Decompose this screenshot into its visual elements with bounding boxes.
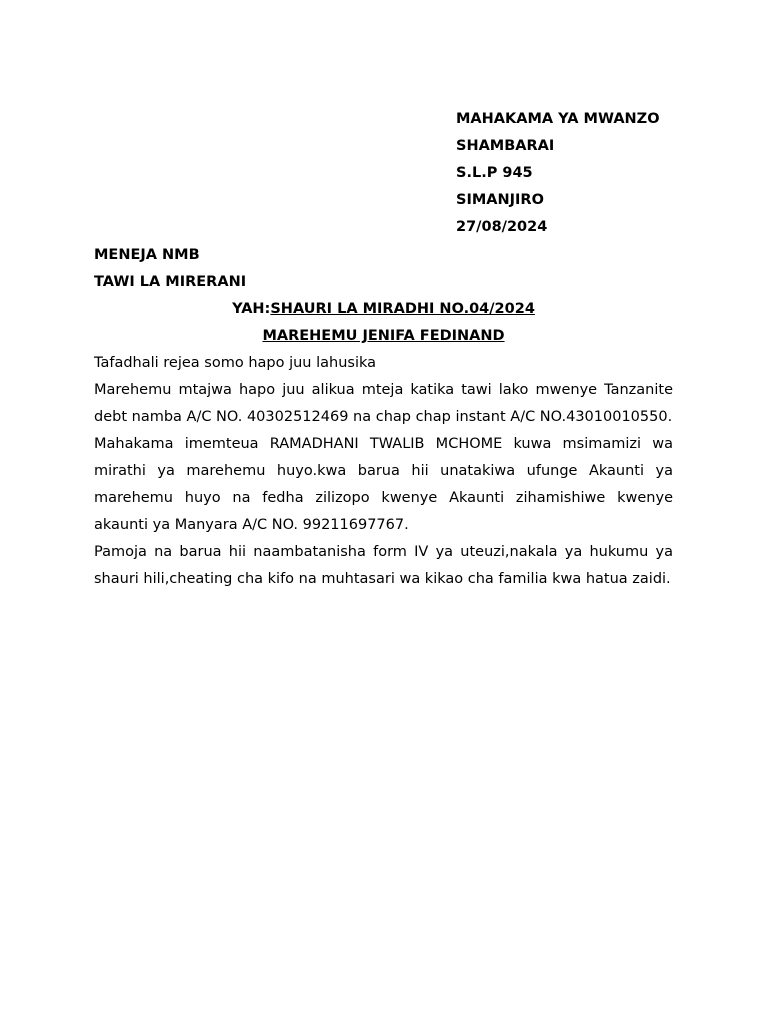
letter-body <box>94 350 673 593</box>
subject-line <box>94 296 673 323</box>
subject-deceased <box>94 323 673 350</box>
subject-prefix: YAH: <box>232 301 271 317</box>
recipient-branch: TAWI LA MIRERANI <box>94 274 247 290</box>
sender-location: SHAMBARAI <box>456 138 555 154</box>
body-paragraph-3: Mahakama imemteua RAMADHANI TWALIB MCHOME kuwa msimamizi wa mirathi ya marehemu huyo.kwa barua hii unatakiwa ufunge Akaunti ya marehemu huyo na fedha zilizopo kwenye Akaunti zihamishiwe kwenye akaunti ya Manyara A/C NO. 99211697767. <box>94 436 673 533</box>
sender-court-name: MAHAKAMA YA MWANZO <box>456 111 660 127</box>
body-paragraph-2: Marehemu mtajwa hapo juu alikua mteja katika tawi lako mwenye Tanzanite debt namba A/C NO. 40302512469 na chap chap instant A/C NO.43010010550. <box>94 382 673 425</box>
recipient-address <box>94 242 494 296</box>
subject-title: SHAURI LA MIRADHI NO.04/2024 <box>270 301 535 317</box>
sender-district: SIMANJIRO <box>456 192 544 208</box>
body-paragraph-4: Pamoja na barua hii naambatanisha form IV ya uteuzi,nakala ya hukumu ya shauri hili,cheating cha kifo na muhtasari wa kikao cha familia kwa hatua zaidi. <box>94 544 673 587</box>
deceased-name: MAREHEMU JENIFA FEDINAND <box>262 328 505 344</box>
subject-block <box>94 296 673 350</box>
sender-address <box>456 106 746 241</box>
body-paragraph-1: Tafadhali rejea somo hapo juu lahusika <box>94 355 376 371</box>
sender-po-box: S.L.P 945 <box>456 165 533 181</box>
letter-date: 27/08/2024 <box>456 219 548 235</box>
recipient-title: MENEJA NMB <box>94 247 200 263</box>
